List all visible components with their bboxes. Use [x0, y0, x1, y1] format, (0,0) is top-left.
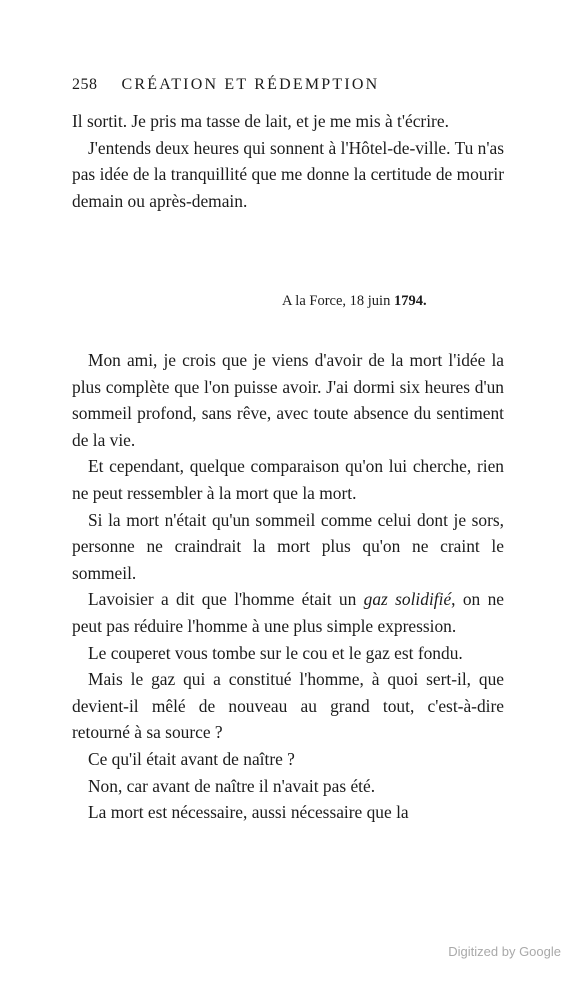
- text-run: Lavoisier a dit que l'homme était un: [88, 589, 364, 610]
- paragraph: J'entends deux heures qui sonnent à l'Hôtel-de-ville. Tu n'as pas idée de la tranquillité que me donne la certitude de mourir demain ou après-demain.: [72, 137, 504, 211]
- paragraph: La mort est nécessaire, aussi nécessaire que la: [88, 802, 409, 823]
- paragraph: Mais le gaz qui a constitué l'homme, à quoi sert-il, que devient-il mêlé de nouveau au grand tout, c'est-à-dire retourné à sa source ?: [72, 669, 504, 743]
- digitization-watermark: Digitized by Google: [448, 944, 561, 959]
- dateline-year: 1794.: [393, 293, 427, 309]
- text-block-top: [72, 108, 504, 214]
- text-run: , on ne peut pas réduire l'homme à une plus simple expression.: [72, 589, 504, 636]
- paragraph: Si la mort n'était qu'un sommeil comme celui dont je sors, personne ne craindrait la mort plus qu'on ne craint le sommeil.: [72, 509, 504, 583]
- text-block-letter: [72, 347, 504, 826]
- running-head: [72, 76, 512, 94]
- italic-term: gaz solidifié: [363, 589, 452, 610]
- paragraph: Et cependant, quelque comparaison qu'on lui cherche, rien ne peut ressembler à la mort que la mort.: [72, 456, 504, 503]
- dateline: [282, 293, 427, 310]
- paragraph-continued: Il sortit. Je pris ma tasse de lait, et je me mis à t'écrire.: [72, 111, 449, 131]
- running-title: CRÉATION ET RÉDEMPTION: [121, 76, 380, 93]
- paragraph: Le couperet vous tombe sur le cou et le gaz est fondu.: [88, 642, 463, 663]
- paragraph: Mon ami, je crois que je viens d'avoir de la mort l'idée la plus complète que l'on puisse avoir. J'ai dormi six heures d'un sommeil profond, sans rêve, avec toute absence du sentiment de la vie.: [72, 350, 504, 450]
- paragraph: Non, car avant de naître il n'avait pas été.: [88, 775, 376, 796]
- dateline-place-date: A la Force, 18 juin: [282, 293, 391, 309]
- page-number: 258: [72, 76, 98, 93]
- paragraph: Ce qu'il était avant de naître ?: [88, 748, 295, 769]
- paragraph-lavoisier: [72, 586, 504, 639]
